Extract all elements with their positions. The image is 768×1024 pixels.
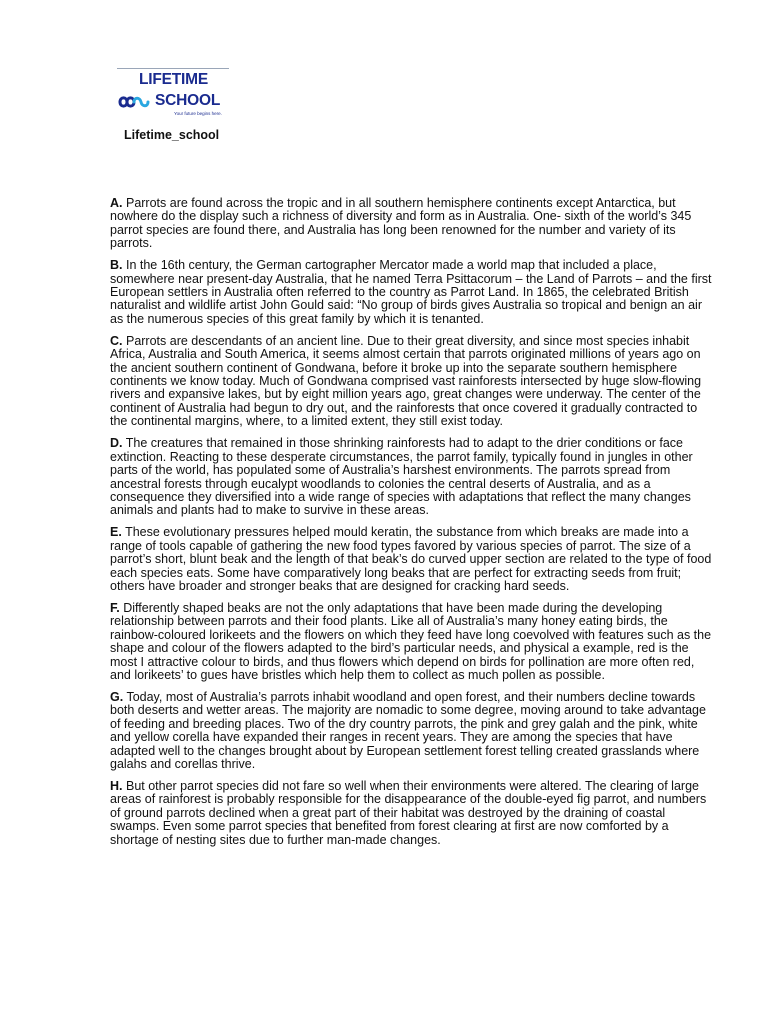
school-logo: [117, 68, 229, 120]
paragraph-letter: G.: [110, 689, 124, 704]
logo-divider: [117, 68, 229, 69]
paragraph-letter: F.: [110, 600, 120, 615]
paragraph-text: The creatures that remained in those shrinking rainforests had to adapt to the drier conditions or face extinction. Reacting to these desperate circumstances, the parrot family, typically found in jungles in other parts of the world, has populated some of Australia’s harshest environments. The parrots spread from ancestral forests through eucalypt woodlands to colonies the central deserts of Australia, and as a consequence they diversified into a wide range of species with adaptations that reflect the many changes animals and plants had to make to survive in these areas.: [110, 436, 693, 518]
paragraph-a: [110, 197, 716, 251]
paragraph-c: [110, 335, 716, 429]
paragraph-letter: B.: [110, 258, 123, 273]
paragraph-letter: A.: [110, 196, 123, 210]
logo-tagline: Your future begins here.: [174, 111, 222, 116]
logo-wordmark-bottom: SCHOOL: [155, 92, 221, 109]
paragraph-letter: D.: [110, 436, 123, 451]
paragraph-letter: E.: [110, 525, 122, 540]
paragraph-text: Today, most of Australia’s parrots inhabit woodland and open forest, and their numbers decline towards both deserts and wetter areas. The majority are nomadic to some degree, moving around to take advantage of feeding and breeding places. Two of the dry country parrots, the pink and grey galah and the pink, white and yellow corella have expanded their ranges in recent years. They are among the species that have adapted well to the changes brought about by European settlement forest telling created grasslands where galahs and corellas thrive.: [110, 689, 706, 771]
paragraph-e: [110, 526, 716, 593]
paragraph-b: [110, 259, 716, 326]
paragraph-text: Parrots are found across the tropic and in all southern hemisphere continents except Antarctica, but nowhere do the display such a richness of diversity and form as in Australia. One- sixth of the world’s 345 parrot species are found there, and Australia has long been renowned for the number and variety of its parrots.: [110, 196, 692, 251]
paragraph-text: In the 16th century, the German cartographer Mercator made a world map that included a place, somewhere near present-day Australia, that he named Terra Psittacorum – the Land of Parrots – and the first European settlers in Australia often referred to the country as Parrot Land. In 1865, the celebrated British naturalist and wildlife artist John Gould said: “No group of birds gives Australia so tropical and benign an air as the numerous species of this great family by which it is tenanted.: [110, 258, 712, 326]
paragraph-text: Differently shaped beaks are not the only adaptations that have been made during the developing relationship between parrots and their food plants. Like all of Australia’s many honey eating birds, the rainbow-coloured lorikeets and the flowers on which they feed have long coevolved with features such as the shape and colour of the flowers adapted to the bird’s particular needs, and physical a example, red is the most I attractive colour to birds, and thus flowers which depend on birds for pollination are more often red, and lorikeets’ to gues have bristles which help them to collect as much pollen as possible.: [110, 600, 712, 682]
paragraph-text: Parrots are descendants of an ancient line. Due to their great diversity, and since most species inhabit Africa, Australia and South America, it seems almost certain that parrots originated millions of years ago on the ancient southern continent of Gondwana, before it broke up into the separate southern hemisphere continents we know today. Much of Gondwana comprised vast rainforests intersected by huge slow-flowing rivers and expansive lakes, but by eight million years ago, great changes were underway. The center of the continent of Australia had begun to dry out, and the rainforests that once covered it gradually contracted to the continental margins, where, to a limited extent, they still exist today.: [110, 333, 702, 429]
paragraph-d: [110, 437, 716, 517]
infinity-icon: [117, 93, 157, 111]
paragraph-text: These evolutionary pressures helped mould keratin, the substance from which breaks are made into a range of tools capable of gathering the new food types favored by various species of parrot. The size of a parrot’s short, blunt beak and the length of that beak’s do curved upper section are related to the type of food each species eats. Some have comparatively long beaks that are perfect for extracting seeds from fruit; others have broader and stronger beaks that are designed for cracking hard seeds.: [110, 525, 712, 593]
logo-caption: Lifetime_school: [124, 128, 220, 142]
paragraph-letter: C.: [110, 333, 123, 348]
passage-body: [110, 197, 716, 856]
paragraph-h: [110, 780, 716, 847]
logo-wordmark-top: LIFETIME: [139, 71, 209, 88]
paragraph-letter: H.: [110, 779, 123, 793]
paragraph-g: [110, 691, 716, 771]
paragraph-f: [110, 602, 716, 682]
paragraph-text: But other parrot species did not fare so well when their environments were altered. The clearing of large areas of rainforest is probably responsible for the disappearance of the double-eyed fig parrot, and numbers of ground parrots declined when a great part of their habitat was destroyed by the draining of coastal swamps. Even some parrot species that benefited from forest clearing at first are now comforted by a shortage of nesting sites due to further man-made changes.: [110, 779, 707, 847]
